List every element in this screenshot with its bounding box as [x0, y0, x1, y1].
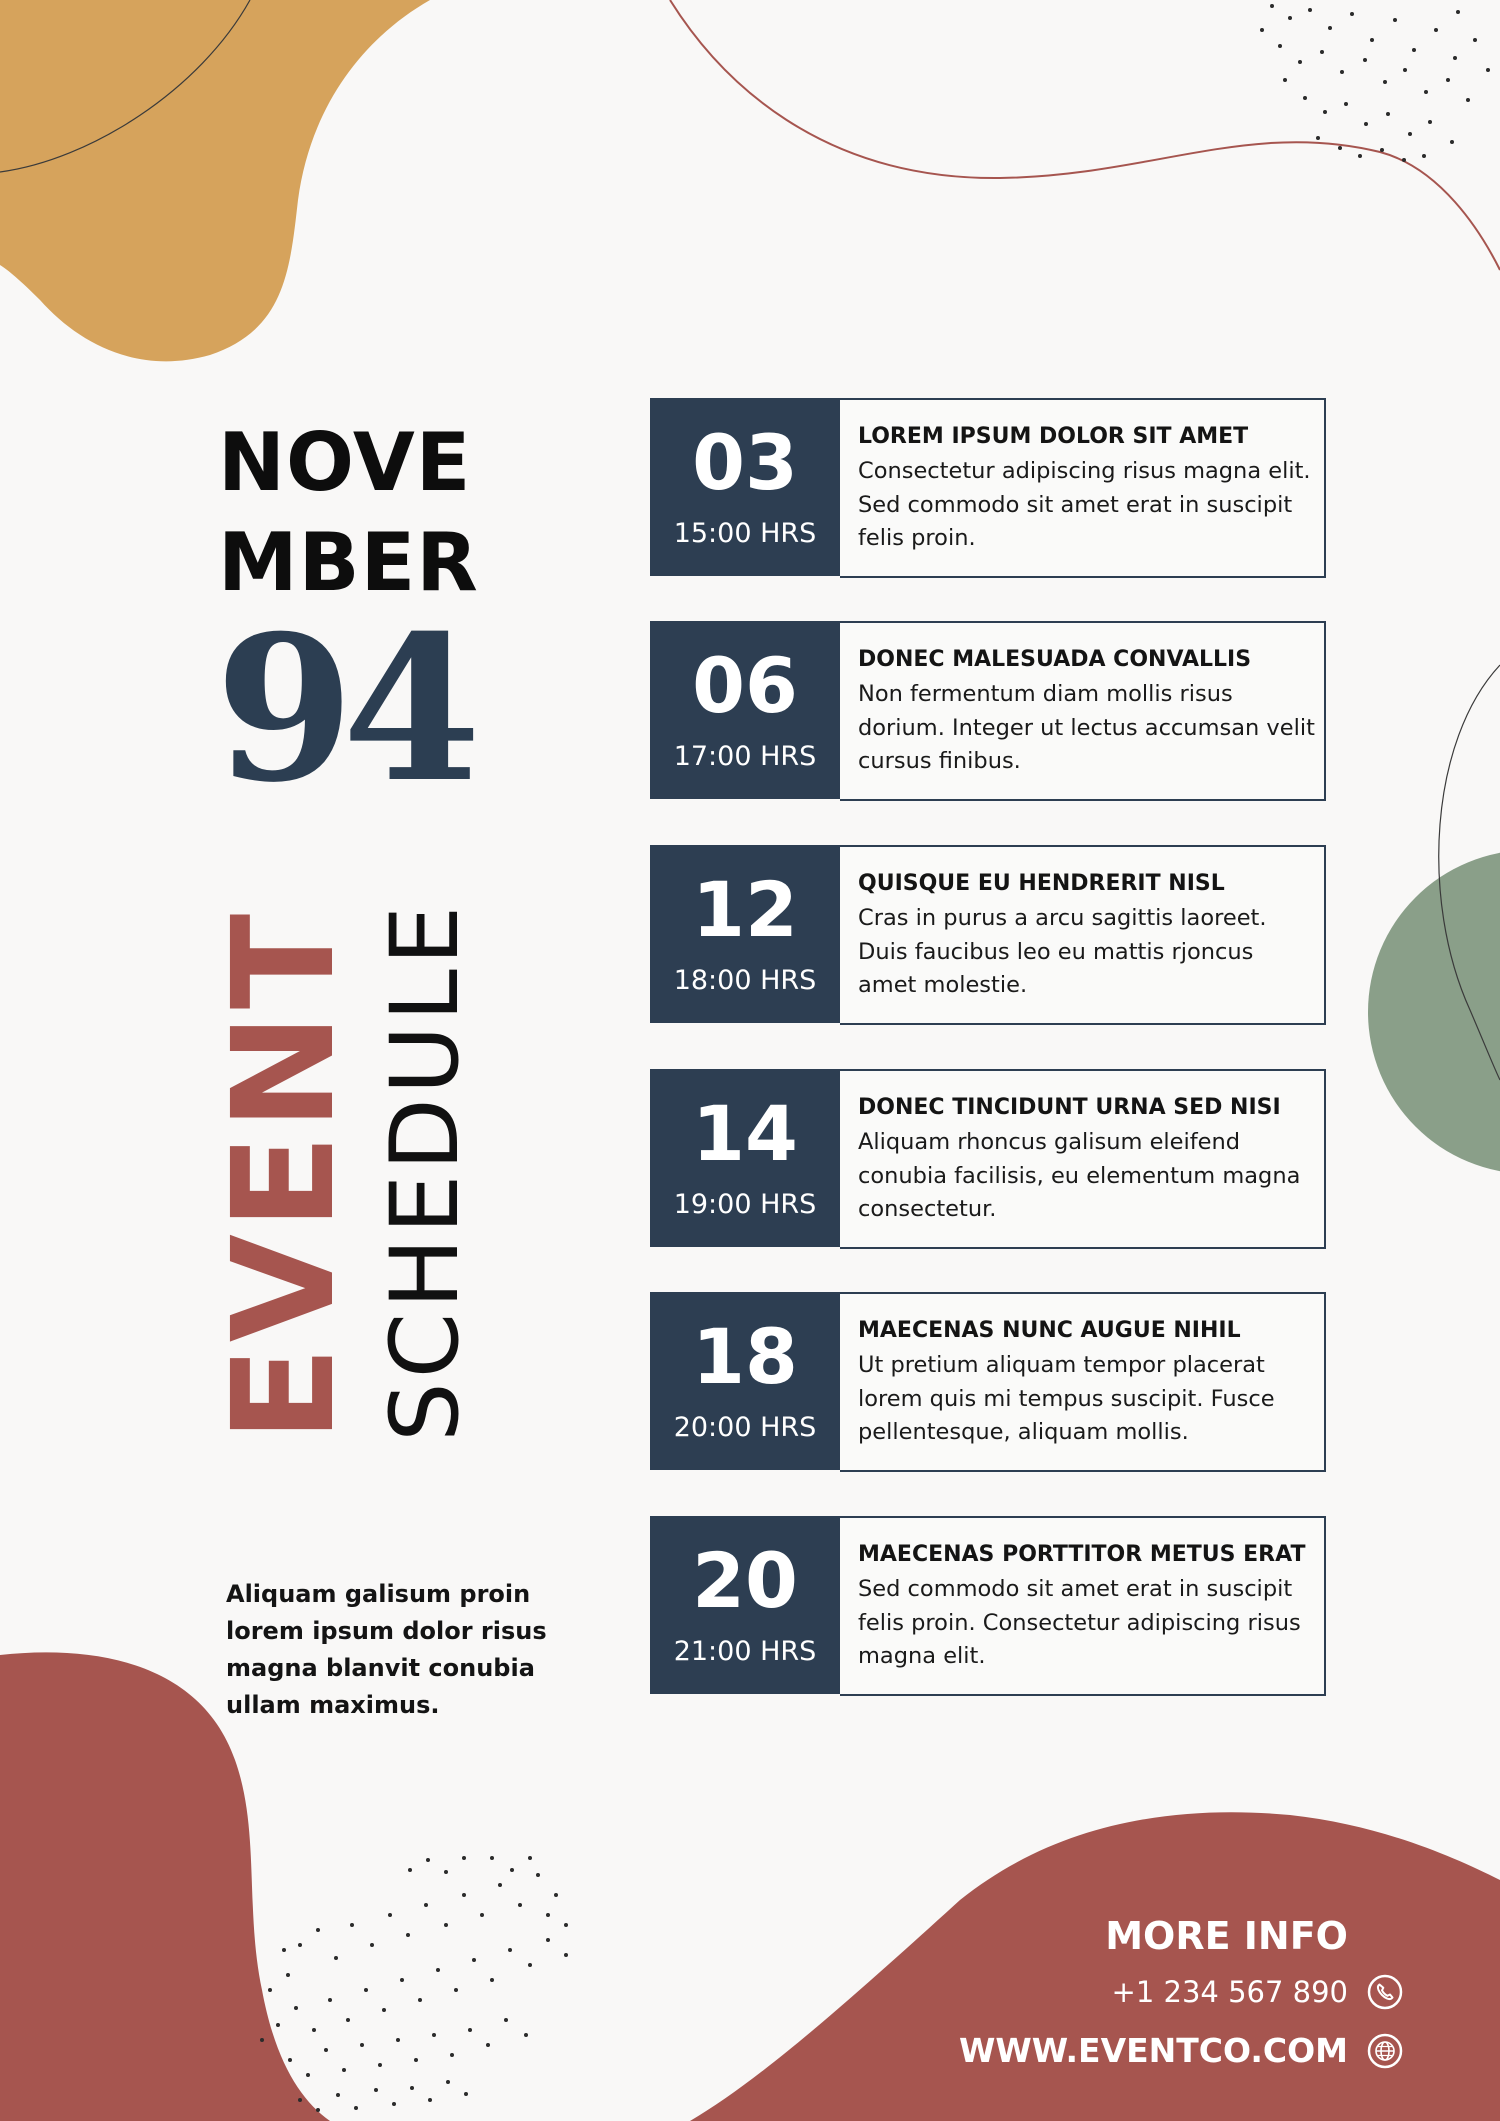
event-date-box — [650, 398, 840, 576]
website-url[interactable]: WWW.EVENTCO.COM — [959, 2031, 1348, 2070]
dot-pattern-bottom-left — [260, 1856, 568, 2112]
dot-pattern-top-right — [1260, 4, 1490, 162]
event-description-box — [840, 398, 1326, 578]
tagline-text: Aliquam galisum proin lorem ipsum dolor risus magna blanvit conubia ullam maximus. — [226, 1580, 547, 1719]
event-title: QUISQUE EU HENDRERIT NISL — [858, 871, 1225, 896]
event-item — [650, 1292, 1326, 1472]
more-info-heading: MORE INFO — [1105, 1914, 1348, 1958]
event-description-box — [840, 845, 1326, 1025]
event-description: Sed commodo sit amet erat in suscipit felis proin. Consectetur adipiscing risus magna elit. — [858, 1576, 1301, 1669]
schedule-title-word: SCHEDULE — [371, 901, 480, 1442]
event-description-box — [840, 1292, 1326, 1472]
event-day: 20 — [692, 1536, 798, 1625]
event-description-box — [840, 1069, 1326, 1249]
event-date-box — [650, 621, 840, 799]
month-line-2: MBER — [218, 516, 479, 609]
event-description-box — [840, 1516, 1326, 1696]
event-day: 14 — [692, 1089, 798, 1178]
event-title: DONEC MALESUADA CONVALLIS — [858, 647, 1252, 672]
event-description: Ut pretium aliquam tempor placerat lorem quis mi tempus suscipit. Fusce pellentesque, aliquam mollis. — [858, 1352, 1275, 1445]
event-item — [650, 398, 1326, 578]
event-title: MAECENAS PORTTITOR METUS ERAT — [858, 1542, 1306, 1567]
event-item — [650, 1516, 1326, 1696]
top-wave-line — [670, 0, 1500, 270]
event-time: 15:00 HRS — [673, 518, 817, 549]
event-item — [650, 1069, 1326, 1249]
event-date-box — [650, 1516, 840, 1694]
event-date-box — [650, 845, 840, 1023]
phone-icon — [1367, 1974, 1403, 2010]
event-time: 19:00 HRS — [673, 1189, 817, 1220]
terracotta-blob-right — [690, 1812, 1500, 2121]
event-date-box — [650, 1069, 840, 1247]
event-day: 18 — [692, 1312, 798, 1401]
event-day: 12 — [692, 865, 798, 954]
event-description: Cras in purus a arcu sagittis laoreet. Duis faucibus leo eu mattis rjoncus amet molestie. — [858, 905, 1267, 998]
event-description: Consectetur adipiscing risus magna elit. Sed commodo sit amet erat in suscipit felis proin. — [858, 458, 1311, 551]
event-description: Non fermentum diam mollis risus dorium. Integer ut lectus accumsan velit cursus finibus. — [858, 681, 1315, 774]
event-day: 03 — [692, 418, 798, 507]
event-title: MAECENAS NUNC AUGUE NIHIL — [858, 1318, 1241, 1343]
globe-icon — [1367, 2033, 1403, 2069]
month-line-1: NOVE — [218, 416, 472, 509]
event-title: LOREM IPSUM DOLOR SIT AMET — [858, 424, 1249, 449]
year-number: 94 — [215, 592, 470, 827]
event-date-box — [650, 1292, 840, 1470]
event-item — [650, 621, 1326, 801]
event-title-word: EVENT — [203, 909, 366, 1442]
event-day: 06 — [692, 641, 798, 730]
event-time: 18:00 HRS — [673, 965, 817, 996]
event-time: 20:00 HRS — [673, 1412, 817, 1443]
event-item — [650, 845, 1326, 1025]
event-time: 21:00 HRS — [673, 1636, 817, 1667]
phone-number[interactable]: +1 234 567 890 — [1111, 1975, 1348, 2009]
event-time: 17:00 HRS — [673, 741, 817, 772]
event-description-box — [840, 621, 1326, 801]
event-description: Aliquam rhoncus galisum eleifend conubia facilisis, eu elementum magna consectetur. — [858, 1129, 1301, 1222]
mustard-blob — [0, 0, 430, 361]
sage-circle — [1368, 850, 1500, 1174]
event-title: DONEC TINCIDUNT URNA SED NISI — [858, 1095, 1281, 1120]
